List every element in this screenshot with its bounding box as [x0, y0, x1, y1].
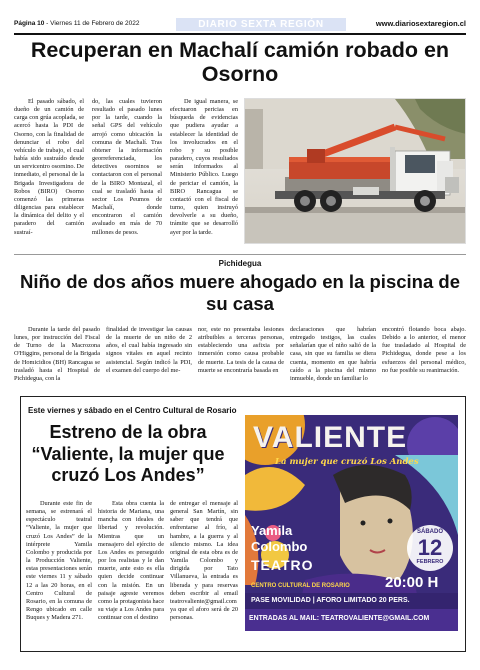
event-poster: [245, 415, 458, 631]
issue-date: - Viernes 11 de Febrero de 2022: [44, 20, 140, 27]
article3-column-3: de entregar el mensaje al general San Martín, sin saber que tendrá que enfrentarse al frío, al hambre, a la guerra y al silencio mismo. La idea original de esta obra es de Yamila Colombo y dirigida por Tato Villanueva, la entrada es liberada y para reservas deben escribir al email teatrovaliente@gmail.com ya que el aforo será de 20 personas.: [170, 500, 238, 622]
header-divider: [14, 33, 466, 35]
poster-venue: CENTRO CULTURAL DE ROSARIO: [251, 583, 350, 589]
poster-time: 20:00 H: [385, 574, 439, 591]
article1-column-1: El pasado sábado, el dueño de un camión de carga con grúa acoplada, se acercó hasta la PDI de Osorno, con la finalidad de denunciar el robo del vehículo de trabajo, el cual había sido sustraído desde un servicentro osornino. De inmediato, el personal de la Brigada Investigadora de Robos (BIRO) Osorno comenzó las primeras diligencias para establecer la dinámica del delito y el paradero del camión sustraí-: [14, 98, 84, 236]
article3-column-2: Esta obra cuenta la historia de Mariana, una mancha con ideales de libertad y revolución. Mientras que un mensajero del ejército de Los Andes es perseguido por los realistas y le dan muerte, ante esto es ella quien decide continuar con la misión. En un paisaje agreste veremos como la protagonista hace su viaje a Los Andes para continuar con el destino: [98, 500, 164, 622]
article2-column-2: finalidad de investigar las causas de la muerte de un niño de 2 años, el cual había ingresado sin signos vitales en aquel recinto asistencial. Según indicó la PDI, el examen del cuerpo del me-: [106, 326, 192, 374]
page-header: [14, 18, 466, 32]
poster-actress-first: Yamila: [251, 523, 293, 538]
article3-kicker: Este viernes y sábado en el Centro Cultural de Rosario: [28, 406, 237, 415]
article2-column-3: nor, este no presentaba lesiones atribuibles a terceras personas, estableciendo una asfixia por inmersión como causa probable de muerte. La tesis de la causa de muerte se encontraría basada en: [198, 326, 284, 374]
poster-email-line: ENTRADAS AL MAIL: TEATROVALIENTE@GMAIL.COM: [249, 615, 430, 622]
website-url[interactable]: www.diariosextaregion.cl: [375, 19, 466, 28]
article1-column-2: do, las cuales tuvieron resultado el pasado lunes por la tarde, cuando la señal GPS del vehículo arrojó como ubicación la comuna de Machalí. Tras obtener la información georreferenciada, los detectives osorninos se contactaron con el personal de la BIRO Montazal, el cual se trasladó hasta el sector Los Peumos de Machalí, donde encontraron el camión avaluado en más de 70 millones de pesos.: [92, 98, 162, 236]
article2-title: Niño de dos años muere ahogado en la piscina de su casa: [20, 271, 460, 314]
article2-column-1: Durante la tarde del pasado lunes, por instrucción del Fiscal de Turno de la Macrozona O'Higgins, personal de la Brigada de Homicidios (BH) Rancagua se trasladó hasta el Hospital de Pichidegua, con la: [14, 326, 100, 382]
article1-title: Recuperan en Machalí camión robado en Osorno: [30, 38, 450, 86]
poster-day-label: SÁBADO: [416, 529, 443, 535]
poster-title: VALIENTE: [253, 421, 408, 454]
article3-column-1: Durante este fin de semana, se estrenará el espectáculo teatral “Valiente, la mujer que cruzó Los Andes” de la intérprete Yamila Colombo y producida por la Producción Valiente, estas presentaciones serán este viernes 11 y sábado 12 a las 20 horas, en el Centro Cultural de Rosario, en la comuna de Rengo ubicado en calle Buques y Madera 271.: [26, 500, 92, 622]
poster-subtitle: La mujer que cruzó Los Andes: [275, 457, 419, 467]
poster-month: FEBRERO: [416, 559, 444, 565]
newspaper-brand: DIARIO SEXTA REGIÓN: [176, 18, 346, 31]
poster-day-number: 12: [417, 535, 443, 560]
article1-column-3: De igual manera, se efectuaron pericias en búsqueda de evidencias que pudiera ayudar a establecer la identidad de los involucrados en el robo y su posible paradero, cuyos resultados serán informados al Ministerio Público. Luego de periciar el camión, la BIRO Rancagua se contactó con el fiscal de turno, quien instruyó devolverle a su dueño, trámite que se desarrolló ayer por la tarde.: [170, 98, 238, 236]
article2-column-5: encontró flotando boca abajo. Debido a lo anterior, el menor fue trasladado al Hospital de Pichidegua, donde pese a los esfuerzos del personal médico, no fue posible su reanimación.: [382, 326, 466, 374]
truck-photo: [244, 98, 466, 244]
article2-kicker: Pichidegua: [218, 259, 262, 268]
page-info: [14, 20, 140, 27]
truck-illustration: [245, 99, 466, 244]
poster-actress-last: Colombo: [251, 539, 308, 554]
poster-genre: TEATRO: [251, 557, 314, 573]
page-number: Página 10: [14, 20, 45, 27]
article2-column-4: declaraciones que habrían entregado testigos, las cuales señalarían que el niño salió de la casa, sin que su familia se diera cuenta, momento en que habría caído a la piscina del mismo inmueble, donde un familiar lo: [290, 326, 376, 382]
poster-notice: PASE MOVILIDAD | AFORO LIMITADO 20 PERS.: [251, 597, 410, 604]
article3-title: Estreno de la obra “Valiente, la mujer que cruzó Los Andes”: [31, 422, 225, 485]
section-divider-1: [14, 254, 466, 255]
